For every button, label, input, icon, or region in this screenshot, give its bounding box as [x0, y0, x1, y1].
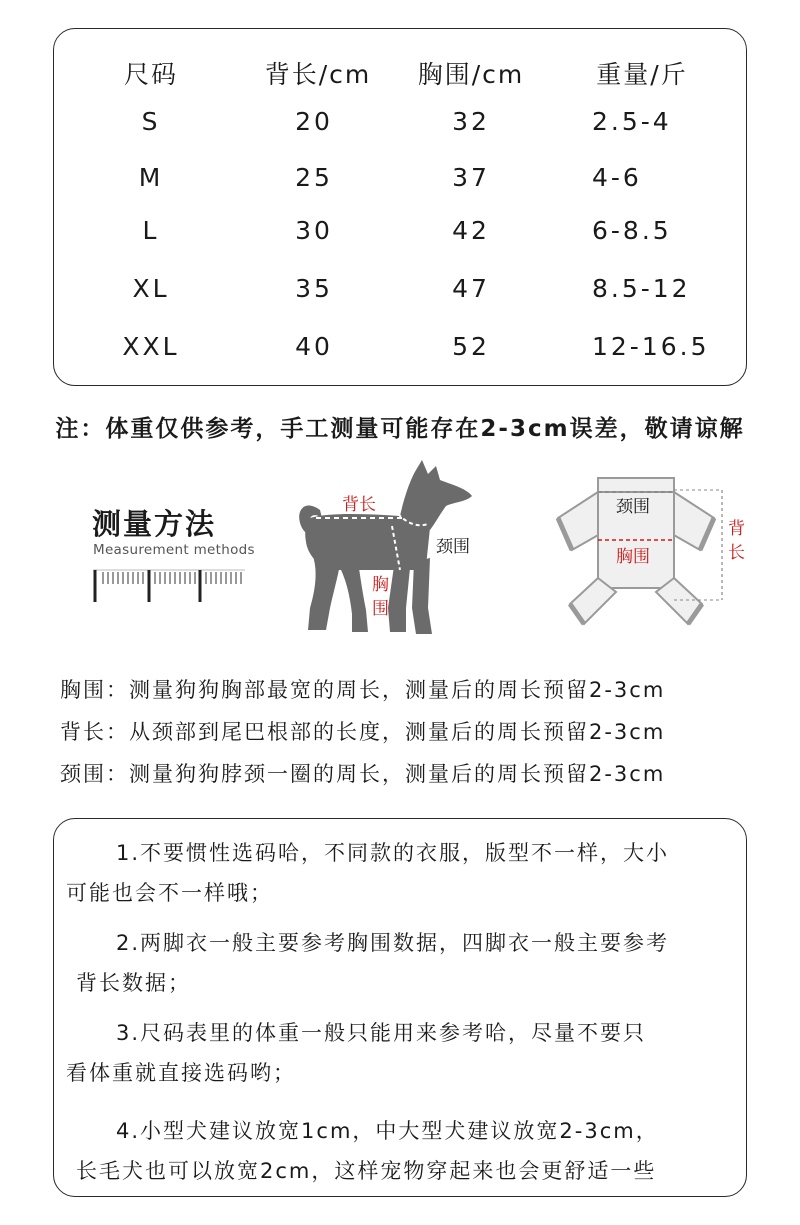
garment-measurement-diagram: [548, 468, 758, 638]
size-table: [53, 28, 747, 386]
cell-back: 30: [295, 216, 333, 245]
cell-weight: 6-8.5: [592, 216, 672, 245]
cell-size: M: [138, 163, 164, 192]
garment-label-neck: 颈围: [616, 497, 650, 517]
cell-weight: 4-6: [592, 163, 642, 192]
cell-weight: 8.5-12: [592, 274, 691, 303]
method-subtitle: Measurement methods: [93, 542, 255, 558]
tip-line: 背长数据；: [76, 971, 191, 995]
header-size: 尺码: [123, 60, 179, 89]
cell-weight: 2.5-4: [592, 107, 672, 136]
garment-label-back-1: 背: [728, 519, 745, 539]
tip-line: 2.两脚衣一般主要参考胸围数据，四脚衣一般主要参考: [116, 931, 670, 955]
cell-chest: 37: [452, 163, 490, 192]
definition-chest: 胸围：测量狗狗胸部最宽的周长，测量后的周长预留2-3cm: [60, 678, 666, 702]
cell-back: 35: [295, 274, 333, 303]
tip-line: 可能也会不一样哦；: [66, 881, 273, 905]
cell-size: XXL: [122, 332, 180, 361]
cell-weight: 12-16.5: [592, 332, 710, 361]
dog-label-neck: 颈围: [436, 537, 470, 557]
definition-back: 背长：从颈部到尾巴根部的长度，测量后的周长预留2-3cm: [60, 720, 666, 744]
cell-size: L: [142, 216, 160, 245]
cell-chest: 32: [452, 107, 490, 136]
cell-size: XL: [132, 274, 170, 303]
cell-chest: 42: [452, 216, 490, 245]
dog-measurement-diagram: [290, 458, 500, 638]
tip-line: 1.不要惯性选码哈，不同款的衣服，版型不一样，大小: [116, 841, 670, 865]
header-chest: 胸围/cm: [417, 60, 525, 89]
disclaimer-note: 注：体重仅供参考，手工测量可能存在2-3cm误差，敬请谅解: [55, 416, 745, 442]
cell-back: 20: [295, 107, 333, 136]
garment-label-chest: 胸围: [616, 547, 650, 567]
cell-back: 25: [295, 163, 333, 192]
tip-line: 4.小型犬建议放宽1cm，中大型犬建议放宽2-3cm，: [116, 1119, 659, 1143]
cell-size: S: [141, 107, 161, 136]
tip-line: 长毛犬也可以放宽2cm，这样宠物穿起来也会更舒适一些: [76, 1159, 657, 1183]
cell-back: 40: [295, 332, 333, 361]
definition-neck: 颈围：测量狗狗脖颈一圈的周长，测量后的周长预留2-3cm: [60, 762, 666, 786]
header-weight: 重量/斤: [596, 60, 688, 89]
garment-label-back-2: 长: [728, 543, 745, 563]
dog-label-back: 背长: [342, 495, 376, 515]
dog-label-chest-2: 围: [372, 599, 389, 619]
cell-chest: 47: [452, 274, 490, 303]
header-back-length: 背长/cm: [264, 60, 372, 89]
tips-box: [53, 818, 747, 1197]
method-title: 测量方法: [92, 507, 217, 541]
dog-label-chest-1: 胸: [372, 575, 389, 595]
tip-line: 看体重就直接选码哟；: [66, 1061, 296, 1085]
tip-line: 3.尺码表里的体重一般只能用来参考哈，尽量不要只: [116, 1021, 647, 1045]
cell-chest: 52: [452, 332, 490, 361]
ruler-icon: [93, 566, 253, 606]
